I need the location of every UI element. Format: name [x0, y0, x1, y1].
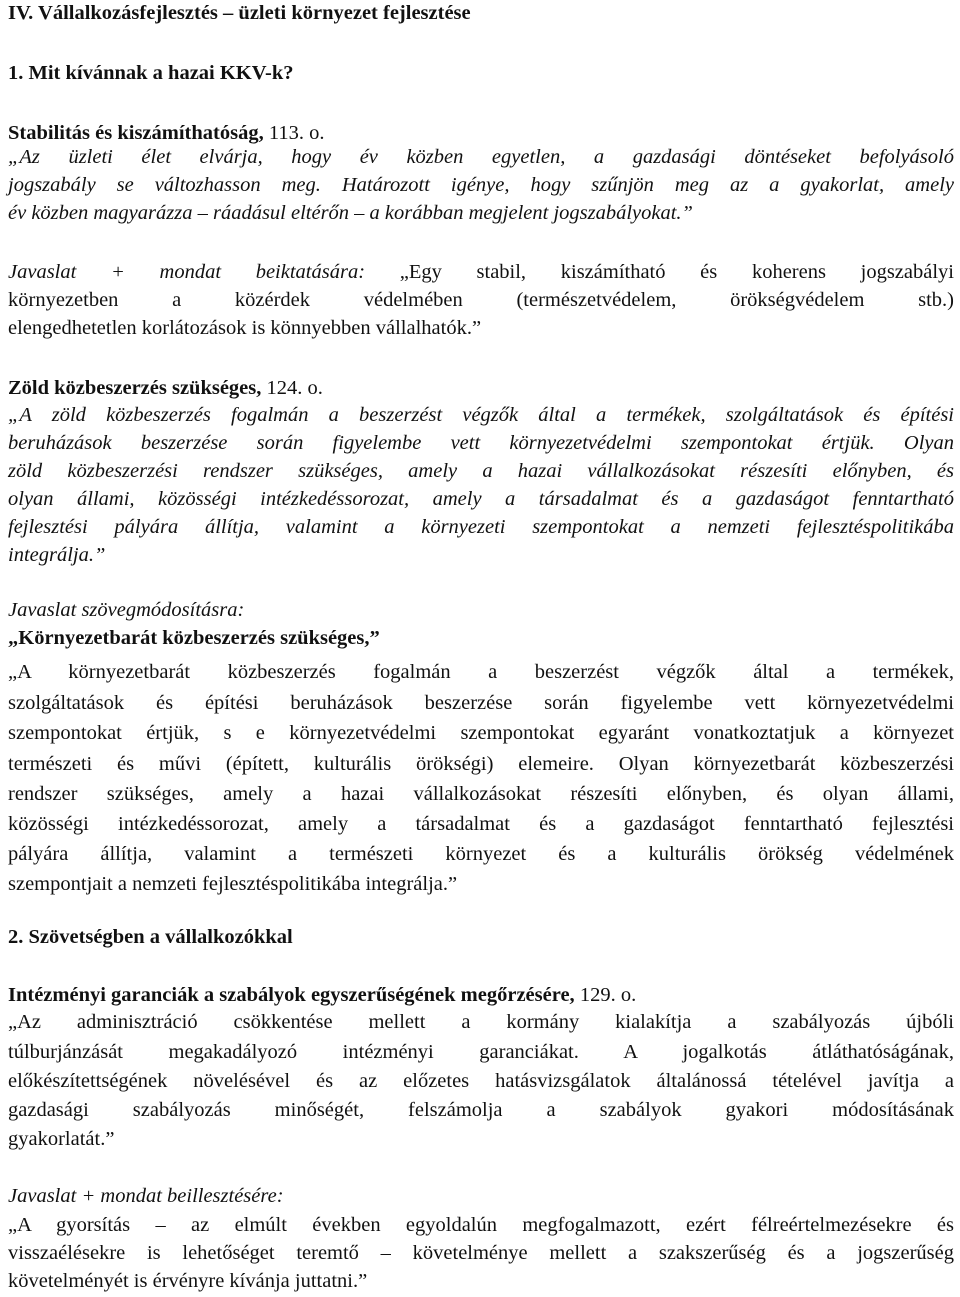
section-heading-2: 2. Szövetségben a vállalkozókkal: [8, 926, 293, 948]
s1-title-text: Stabilitás és kiszámíthatóság,: [8, 122, 264, 144]
s2-new-line: természeti és művi (épített, kulturális örökségi) elemeire. Olyan környezetbarát közbeszerzési: [8, 753, 954, 775]
s1-proposal-label: Javaslat + mondat beiktatására:: [8, 261, 366, 283]
s3-page-ref: 129. o.: [574, 984, 637, 1006]
s2-new-title: „Környezetbarát közbeszerzés szükséges,”: [8, 627, 380, 649]
s1-quote-line: év közben magyarázza – ráadásul eltérőn – a korábban megjelent jogszabályokat.”: [8, 202, 693, 224]
s3-quote-line: túlburjánzását megakadályozó intézményi garanciákat. A jogalkotás átláthatóságának,: [8, 1041, 954, 1063]
s2-title: [8, 376, 954, 400]
main-heading: IV. Vállalkozásfejlesztés – üzleti környezet fejlesztése: [8, 2, 471, 24]
s2-new-line: szempontjait a nemzeti fejlesztéspolitikába integrálja.”: [8, 873, 458, 895]
s2-new-line: pályára állítja, valamint a természeti környezet és a kulturális örökség védelmének: [8, 843, 954, 865]
s2-proposal-label: Javaslat szövegmódosításra:: [8, 599, 245, 621]
s2-page-ref: 124. o.: [261, 377, 323, 399]
s2-quote-line: fejlesztési pályára állítja, valamint a környezeti szempontokat a nemzeti fejlesztéspolitikába: [8, 516, 954, 538]
s3-new-line: „A gyorsítás – az elmúlt években egyoldalún megfogalmazott, ezért félreértelmezésekre és: [8, 1214, 954, 1236]
s2-new-line: rendszer szükséges, amely a hazai vállalkozásokat részesíti előnyben, és olyan állami,: [8, 783, 954, 805]
s1-title: [8, 121, 954, 145]
s2-new-line: közösségi intézkedéssorozat, amely a társadalmat és a gazdaságot fenntartható fejlesztési: [8, 813, 954, 835]
s1-proposal-line: [8, 260, 954, 284]
s2-new-line: „A környezetbarát közbeszerzés fogalmán a beszerzést végzők által a termékek,: [8, 661, 954, 683]
s3-quote-line: gyakorlatát.”: [8, 1128, 115, 1150]
s3-title: [8, 983, 954, 1007]
s1-quote-line: „Az üzleti élet elvárja, hogy év közben egyetlen, a gazdasági döntéseket befolyásoló: [8, 146, 954, 168]
s2-quote-line: beruházások beszerzése során figyelembe vett környezetvédelmi szempontokat értjük. Olyan: [8, 432, 954, 454]
section-heading-1: 1. Mit kívánnak a hazai KKV-k?: [8, 62, 294, 84]
s1-proposal-line: környezetben a közérdek védelmében (természetvédelem, örökségvédelem stb.): [8, 289, 954, 311]
s2-new-line: szolgáltatások és építési beruházások beszerzése során figyelembe vett környezetvédelmi: [8, 692, 954, 714]
s1-proposal-text: „Egy stabil, kiszámítható és koherens jogszabályi: [365, 261, 954, 283]
s2-quote-line: „A zöld közbeszerzés fogalmán a beszerzést végzők által a termékek, szolgáltatások és építési: [8, 404, 954, 426]
s3-title-text: Intézményi garanciák a szabályok egyszerűségének megőrzésére,: [8, 984, 575, 1006]
s2-quote-line: zöld közbeszerzési rendszer szükséges, amely a hazai vállalkozásokat részesíti előnyben, és: [8, 460, 954, 482]
s2-new-line: szempontokat értjük, s e környezetvédelmi szempontokat egyaránt vonatkoztatjuk a környezet: [8, 722, 954, 744]
s3-proposal-label: Javaslat + mondat beillesztésére:: [8, 1185, 284, 1207]
s3-quote-line: gazdasági szabályozás minőségét, felszámolja a szabályok gyakori módosításának: [8, 1099, 954, 1121]
s1-quote-line: jogszabály se változhasson meg. Határozott igénye, hogy szűnjön meg az a gyakorlat, amely: [8, 174, 954, 196]
s2-quote-line: olyan állami, közösségi intézkedéssorozat, amely a társadalmat és a gazdaságot fenntartható: [8, 488, 954, 510]
s3-new-line: visszaélésekre is lehetőséget teremtő – követelménye mellett a szakszerűség és a jogszerűség: [8, 1242, 954, 1264]
s3-quote-line: előkészítettségének növelésével és az előzetes hatásvizsgálatok általánossá tételével javítja a: [8, 1070, 954, 1092]
s1-proposal-line: elengedhetetlen korlátozások is könnyebben vállalhatók.”: [8, 317, 482, 339]
s2-quote-line: integrálja.”: [8, 544, 106, 566]
s3-quote-line: „Az adminisztráció csökkentése mellett a kormány kialakítja a szabályozás újbóli: [8, 1011, 954, 1033]
s2-title-text: Zöld közbeszerzés szükséges,: [8, 377, 262, 399]
s3-new-line: követelményét is érvényre kívánja juttatni.”: [8, 1270, 368, 1292]
s1-page-ref: 113. o.: [263, 122, 325, 144]
